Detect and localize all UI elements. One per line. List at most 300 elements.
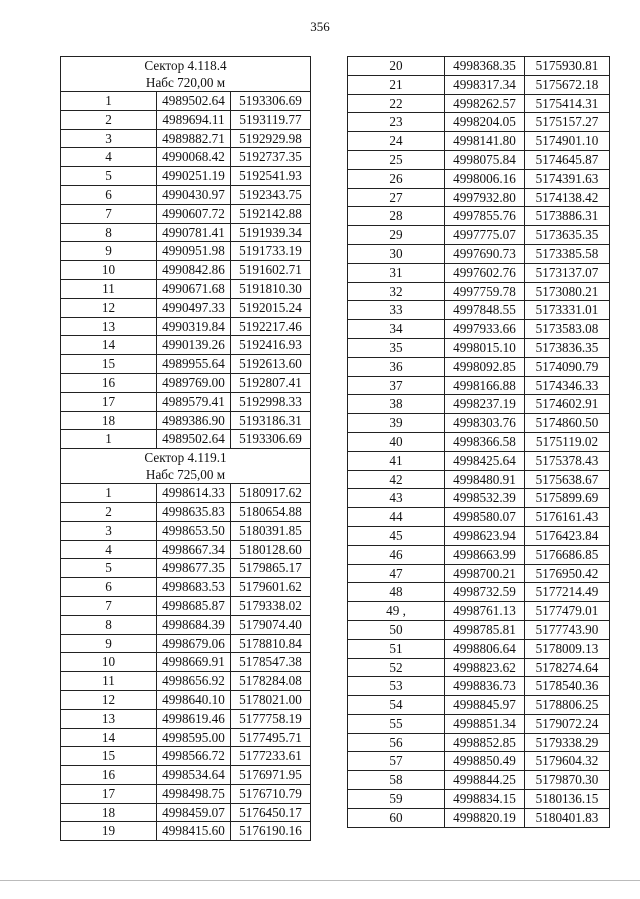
x-coordinate-cell: 4998640.10 xyxy=(157,690,231,709)
table-row xyxy=(61,484,311,503)
point-number-cell: 15 xyxy=(61,747,157,766)
x-coordinate-cell: 4990319.84 xyxy=(157,317,231,336)
y-coordinate-cell: 5173886.31 xyxy=(525,207,610,226)
y-coordinate-cell: 5178547.38 xyxy=(231,653,311,672)
table-row xyxy=(348,320,610,339)
x-coordinate-cell: 4989502.64 xyxy=(157,92,231,111)
x-coordinate-cell: 4998845.97 xyxy=(445,696,525,715)
point-number-cell: 11 xyxy=(61,279,157,298)
y-coordinate-cell: 5191733.19 xyxy=(231,242,311,261)
point-number-cell: 11 xyxy=(61,672,157,691)
point-number-cell: 19 xyxy=(61,822,157,841)
y-coordinate-cell: 5178810.84 xyxy=(231,634,311,653)
point-number-cell: 27 xyxy=(348,188,445,207)
table-row xyxy=(61,373,311,392)
x-coordinate-cell: 4998761.13 xyxy=(445,602,525,621)
table-row xyxy=(61,167,311,186)
table-row xyxy=(348,808,610,827)
point-number-cell: 20 xyxy=(348,57,445,76)
sector-height: Набс 720,00 м xyxy=(145,75,226,90)
y-coordinate-cell: 5176190.16 xyxy=(231,822,311,841)
table-row xyxy=(61,430,311,449)
table-row xyxy=(348,132,610,151)
table-row xyxy=(61,690,311,709)
point-number-cell: 13 xyxy=(61,709,157,728)
y-coordinate-cell: 5175119.02 xyxy=(525,432,610,451)
y-coordinate-cell: 5180917.62 xyxy=(231,484,311,503)
point-number-cell: 17 xyxy=(61,784,157,803)
y-coordinate-cell: 5173331.01 xyxy=(525,301,610,320)
y-coordinate-cell: 5176710.79 xyxy=(231,784,311,803)
y-coordinate-cell: 5174391.63 xyxy=(525,169,610,188)
point-number-cell: 38 xyxy=(348,395,445,414)
table-row xyxy=(61,317,311,336)
table-row xyxy=(348,338,610,357)
y-coordinate-cell: 5174602.91 xyxy=(525,395,610,414)
point-number-cell: 18 xyxy=(61,803,157,822)
y-coordinate-cell: 5179601.62 xyxy=(231,578,311,597)
point-number-cell: 13 xyxy=(61,317,157,336)
x-coordinate-cell: 4998204.05 xyxy=(445,113,525,132)
x-coordinate-cell: 4998166.88 xyxy=(445,376,525,395)
x-coordinate-cell: 4998683.53 xyxy=(157,578,231,597)
point-number-cell: 10 xyxy=(61,653,157,672)
point-number-cell: 17 xyxy=(61,392,157,411)
x-coordinate-cell: 4997759.78 xyxy=(445,282,525,301)
table-row xyxy=(348,301,610,320)
point-number-cell: 58 xyxy=(348,771,445,790)
x-coordinate-cell: 4998623.94 xyxy=(445,526,525,545)
x-coordinate-cell: 4997602.76 xyxy=(445,263,525,282)
table-row xyxy=(61,728,311,747)
x-coordinate-cell: 4998834.15 xyxy=(445,790,525,809)
point-number-cell: 26 xyxy=(348,169,445,188)
x-coordinate-cell: 4998262.57 xyxy=(445,94,525,113)
table-row xyxy=(348,508,610,527)
table-row xyxy=(61,411,311,430)
table-row xyxy=(61,822,311,841)
y-coordinate-cell: 5192613.60 xyxy=(231,355,311,374)
table-row xyxy=(61,185,311,204)
point-number-cell: 22 xyxy=(348,94,445,113)
point-number-cell: 12 xyxy=(61,690,157,709)
y-coordinate-cell: 5176450.17 xyxy=(231,803,311,822)
x-coordinate-cell: 4998785.81 xyxy=(445,620,525,639)
x-coordinate-cell: 4998015.10 xyxy=(445,338,525,357)
y-coordinate-cell: 5192807.41 xyxy=(231,373,311,392)
x-coordinate-cell: 4997932.80 xyxy=(445,188,525,207)
y-coordinate-cell: 5176686.85 xyxy=(525,545,610,564)
x-coordinate-cell: 4998534.64 xyxy=(157,766,231,785)
x-coordinate-cell: 4990068.42 xyxy=(157,148,231,167)
x-coordinate-cell: 4998595.00 xyxy=(157,728,231,747)
x-coordinate-cell: 4998237.19 xyxy=(445,395,525,414)
x-coordinate-cell: 4998425.64 xyxy=(445,451,525,470)
point-number-cell: 33 xyxy=(348,301,445,320)
table-row xyxy=(348,564,610,583)
table-row xyxy=(348,263,610,282)
point-number-cell: 6 xyxy=(61,578,157,597)
point-number-cell: 6 xyxy=(61,185,157,204)
table-row xyxy=(348,639,610,658)
table-row xyxy=(61,223,311,242)
y-coordinate-cell: 5174645.87 xyxy=(525,150,610,169)
point-number-cell: 24 xyxy=(348,132,445,151)
point-number-cell: 60 xyxy=(348,808,445,827)
table-row xyxy=(348,526,610,545)
x-coordinate-cell: 4998580.07 xyxy=(445,508,525,527)
table-row xyxy=(61,129,311,148)
x-coordinate-cell: 4990139.26 xyxy=(157,336,231,355)
y-coordinate-cell: 5178540.36 xyxy=(525,677,610,696)
x-coordinate-cell: 4990671.68 xyxy=(157,279,231,298)
y-coordinate-cell: 5193306.69 xyxy=(231,430,311,449)
table-row xyxy=(348,752,610,771)
y-coordinate-cell: 5177214.49 xyxy=(525,583,610,602)
y-coordinate-cell: 5178806.25 xyxy=(525,696,610,715)
point-number-cell: 12 xyxy=(61,298,157,317)
table-row xyxy=(348,75,610,94)
table-row xyxy=(61,747,311,766)
table-row xyxy=(348,733,610,752)
y-coordinate-cell: 5191602.71 xyxy=(231,261,311,280)
x-coordinate-cell: 4989502.64 xyxy=(157,430,231,449)
point-number-cell: 49 , xyxy=(348,602,445,621)
y-coordinate-cell: 5180391.85 xyxy=(231,521,311,540)
y-coordinate-cell: 5177758.19 xyxy=(231,709,311,728)
x-coordinate-cell: 4998836.73 xyxy=(445,677,525,696)
point-number-cell: 14 xyxy=(61,336,157,355)
y-coordinate-cell: 5192343.75 xyxy=(231,185,311,204)
table-row xyxy=(61,596,311,615)
y-coordinate-cell: 5175899.69 xyxy=(525,489,610,508)
table-row xyxy=(348,376,610,395)
point-number-cell: 1 xyxy=(61,430,157,449)
point-number-cell: 30 xyxy=(348,244,445,263)
y-coordinate-cell: 5174138.42 xyxy=(525,188,610,207)
table-row xyxy=(61,784,311,803)
sector-height: Набс 725,00 м xyxy=(145,467,226,483)
point-number-cell: 7 xyxy=(61,596,157,615)
x-coordinate-cell: 4989955.64 xyxy=(157,355,231,374)
x-coordinate-cell: 4998415.60 xyxy=(157,822,231,841)
y-coordinate-cell: 5179338.29 xyxy=(525,733,610,752)
x-coordinate-cell: 4998614.33 xyxy=(157,484,231,503)
y-coordinate-cell: 5176161.43 xyxy=(525,508,610,527)
point-number-cell: 48 xyxy=(348,583,445,602)
x-coordinate-cell: 4997775.07 xyxy=(445,226,525,245)
point-number-cell: 8 xyxy=(61,223,157,242)
x-coordinate-cell: 4998851.34 xyxy=(445,714,525,733)
point-number-cell: 35 xyxy=(348,338,445,357)
table-row xyxy=(348,244,610,263)
x-coordinate-cell: 4998669.91 xyxy=(157,653,231,672)
y-coordinate-cell: 5173137.07 xyxy=(525,263,610,282)
point-number-cell: 55 xyxy=(348,714,445,733)
x-coordinate-cell: 4998368.35 xyxy=(445,57,525,76)
table-row xyxy=(61,521,311,540)
point-number-cell: 2 xyxy=(61,110,157,129)
y-coordinate-cell: 5174860.50 xyxy=(525,414,610,433)
y-coordinate-cell: 5177495.71 xyxy=(231,728,311,747)
table-row xyxy=(61,709,311,728)
table-row xyxy=(348,94,610,113)
point-number-cell: 40 xyxy=(348,432,445,451)
point-number-cell: 52 xyxy=(348,658,445,677)
table-row xyxy=(348,470,610,489)
table-row xyxy=(61,92,311,111)
point-number-cell: 1 xyxy=(61,92,157,111)
table-row xyxy=(61,653,311,672)
point-number-cell: 25 xyxy=(348,150,445,169)
x-coordinate-cell: 4990951.98 xyxy=(157,242,231,261)
point-number-cell: 53 xyxy=(348,677,445,696)
table-row xyxy=(348,188,610,207)
y-coordinate-cell: 5192416.93 xyxy=(231,336,311,355)
point-number-cell: 42 xyxy=(348,470,445,489)
point-number-cell: 56 xyxy=(348,733,445,752)
x-coordinate-cell: 4998635.83 xyxy=(157,502,231,521)
y-coordinate-cell: 5175638.67 xyxy=(525,470,610,489)
y-coordinate-cell: 5177743.90 xyxy=(525,620,610,639)
x-coordinate-cell: 4998850.49 xyxy=(445,752,525,771)
sector-title: Сектор 4.118.4 xyxy=(144,58,227,73)
y-coordinate-cell: 5175378.43 xyxy=(525,451,610,470)
y-coordinate-cell: 5191810.30 xyxy=(231,279,311,298)
point-number-cell: 18 xyxy=(61,411,157,430)
x-coordinate-cell: 4998566.72 xyxy=(157,747,231,766)
table-row xyxy=(61,261,311,280)
x-coordinate-cell: 4998459.07 xyxy=(157,803,231,822)
point-number-cell: 14 xyxy=(61,728,157,747)
x-coordinate-cell: 4990842.86 xyxy=(157,261,231,280)
point-number-cell: 5 xyxy=(61,559,157,578)
table-row xyxy=(61,110,311,129)
table-row xyxy=(61,559,311,578)
y-coordinate-cell: 5192737.35 xyxy=(231,148,311,167)
point-number-cell: 16 xyxy=(61,373,157,392)
point-number-cell: 16 xyxy=(61,766,157,785)
y-coordinate-cell: 5179338.02 xyxy=(231,596,311,615)
y-coordinate-cell: 5179072.24 xyxy=(525,714,610,733)
x-coordinate-cell: 4997848.55 xyxy=(445,301,525,320)
point-number-cell: 37 xyxy=(348,376,445,395)
point-number-cell: 2 xyxy=(61,502,157,521)
table-row xyxy=(348,545,610,564)
x-coordinate-cell: 4998685.87 xyxy=(157,596,231,615)
table-row xyxy=(61,634,311,653)
table-row xyxy=(61,355,311,374)
table-row xyxy=(61,578,311,597)
y-coordinate-cell: 5180401.83 xyxy=(525,808,610,827)
y-coordinate-cell: 5192929.98 xyxy=(231,129,311,148)
x-coordinate-cell: 4998498.75 xyxy=(157,784,231,803)
table-row xyxy=(348,658,610,677)
x-coordinate-cell: 4998806.64 xyxy=(445,639,525,658)
point-number-cell: 43 xyxy=(348,489,445,508)
table-row xyxy=(61,148,311,167)
y-coordinate-cell: 5178009.13 xyxy=(525,639,610,658)
point-number-cell: 9 xyxy=(61,242,157,261)
x-coordinate-cell: 4998852.85 xyxy=(445,733,525,752)
point-number-cell: 31 xyxy=(348,263,445,282)
y-coordinate-cell: 5192142.88 xyxy=(231,204,311,223)
y-coordinate-cell: 5176423.84 xyxy=(525,526,610,545)
x-coordinate-cell: 4998653.50 xyxy=(157,521,231,540)
y-coordinate-cell: 5180136.15 xyxy=(525,790,610,809)
point-number-cell: 1 xyxy=(61,484,157,503)
point-number-cell: 8 xyxy=(61,615,157,634)
y-coordinate-cell: 5175157.27 xyxy=(525,113,610,132)
x-coordinate-cell: 4989882.71 xyxy=(157,129,231,148)
point-number-cell: 4 xyxy=(61,148,157,167)
y-coordinate-cell: 5192998.33 xyxy=(231,392,311,411)
x-coordinate-cell: 4998684.39 xyxy=(157,615,231,634)
y-coordinate-cell: 5178021.00 xyxy=(231,690,311,709)
table-row xyxy=(61,279,311,298)
table-row xyxy=(348,771,610,790)
sector-header-cell xyxy=(61,57,311,92)
point-number-cell: 34 xyxy=(348,320,445,339)
point-number-cell: 5 xyxy=(61,167,157,186)
table-row xyxy=(348,620,610,639)
table-row xyxy=(61,298,311,317)
y-coordinate-cell: 5193119.77 xyxy=(231,110,311,129)
point-number-cell: 7 xyxy=(61,204,157,223)
y-coordinate-cell: 5192015.24 xyxy=(231,298,311,317)
point-number-cell: 41 xyxy=(348,451,445,470)
point-number-cell: 47 xyxy=(348,564,445,583)
point-number-cell: 4 xyxy=(61,540,157,559)
table-row xyxy=(348,57,610,76)
point-number-cell: 32 xyxy=(348,282,445,301)
x-coordinate-cell: 4998677.35 xyxy=(157,559,231,578)
y-coordinate-cell: 5173583.08 xyxy=(525,320,610,339)
y-coordinate-cell: 5179074.40 xyxy=(231,615,311,634)
x-coordinate-cell: 4990251.19 xyxy=(157,167,231,186)
x-coordinate-cell: 4998732.59 xyxy=(445,583,525,602)
x-coordinate-cell: 4998700.21 xyxy=(445,564,525,583)
table-row xyxy=(61,766,311,785)
x-coordinate-cell: 4998667.34 xyxy=(157,540,231,559)
y-coordinate-cell: 5191939.34 xyxy=(231,223,311,242)
table-row xyxy=(61,392,311,411)
table-row xyxy=(61,336,311,355)
point-number-cell: 15 xyxy=(61,355,157,374)
y-coordinate-cell: 5179870.30 xyxy=(525,771,610,790)
table-row xyxy=(61,615,311,634)
y-coordinate-cell: 5177479.01 xyxy=(525,602,610,621)
page-bottom-edge xyxy=(0,880,640,881)
y-coordinate-cell: 5179604.32 xyxy=(525,752,610,771)
table-row xyxy=(61,672,311,691)
point-number-cell: 46 xyxy=(348,545,445,564)
y-coordinate-cell: 5176950.42 xyxy=(525,564,610,583)
y-coordinate-cell: 5173836.35 xyxy=(525,338,610,357)
y-coordinate-cell: 5175672.18 xyxy=(525,75,610,94)
point-number-cell: 39 xyxy=(348,414,445,433)
x-coordinate-cell: 4998532.39 xyxy=(445,489,525,508)
y-coordinate-cell: 5173385.58 xyxy=(525,244,610,263)
table-row xyxy=(348,489,610,508)
point-number-cell: 36 xyxy=(348,357,445,376)
table-row xyxy=(348,150,610,169)
x-coordinate-cell: 4990607.72 xyxy=(157,204,231,223)
y-coordinate-cell: 5193306.69 xyxy=(231,92,311,111)
table-row xyxy=(348,207,610,226)
table-row xyxy=(348,395,610,414)
table-row xyxy=(61,502,311,521)
point-number-cell: 45 xyxy=(348,526,445,545)
sector-header-row xyxy=(61,449,311,484)
point-number-cell: 59 xyxy=(348,790,445,809)
x-coordinate-cell: 4998141.80 xyxy=(445,132,525,151)
x-coordinate-cell: 4998303.76 xyxy=(445,414,525,433)
x-coordinate-cell: 4998619.46 xyxy=(157,709,231,728)
right-coordinate-table xyxy=(347,56,610,828)
y-coordinate-cell: 5177233.61 xyxy=(231,747,311,766)
x-coordinate-cell: 4997855.76 xyxy=(445,207,525,226)
y-coordinate-cell: 5176971.95 xyxy=(231,766,311,785)
x-coordinate-cell: 4998679.06 xyxy=(157,634,231,653)
x-coordinate-cell: 4998092.85 xyxy=(445,357,525,376)
table-row xyxy=(348,583,610,602)
y-coordinate-cell: 5174090.79 xyxy=(525,357,610,376)
point-number-cell: 9 xyxy=(61,634,157,653)
page-number: 356 xyxy=(310,19,330,34)
y-coordinate-cell: 5178274.64 xyxy=(525,658,610,677)
x-coordinate-cell: 4989694.11 xyxy=(157,110,231,129)
table-row xyxy=(348,696,610,715)
table-row xyxy=(348,451,610,470)
table-row xyxy=(348,790,610,809)
y-coordinate-cell: 5178284.08 xyxy=(231,672,311,691)
x-coordinate-cell: 4998844.25 xyxy=(445,771,525,790)
point-number-cell: 23 xyxy=(348,113,445,132)
table-row xyxy=(348,113,610,132)
sector-header-cell xyxy=(61,449,311,484)
x-coordinate-cell: 4997933.66 xyxy=(445,320,525,339)
x-coordinate-cell: 4989769.00 xyxy=(157,373,231,392)
x-coordinate-cell: 4998480.91 xyxy=(445,470,525,489)
point-number-cell: 10 xyxy=(61,261,157,280)
x-coordinate-cell: 4997690.73 xyxy=(445,244,525,263)
table-row xyxy=(348,357,610,376)
x-coordinate-cell: 4990781.41 xyxy=(157,223,231,242)
table-row xyxy=(348,602,610,621)
point-number-cell: 29 xyxy=(348,226,445,245)
y-coordinate-cell: 5193186.31 xyxy=(231,411,311,430)
x-coordinate-cell: 4998317.34 xyxy=(445,75,525,94)
left-coordinate-table xyxy=(60,56,311,841)
table-row xyxy=(348,282,610,301)
x-coordinate-cell: 4998656.92 xyxy=(157,672,231,691)
table-row xyxy=(348,414,610,433)
x-coordinate-cell: 4989386.90 xyxy=(157,411,231,430)
y-coordinate-cell: 5192541.93 xyxy=(231,167,311,186)
table-row xyxy=(348,169,610,188)
y-coordinate-cell: 5180654.88 xyxy=(231,502,311,521)
point-number-cell: 28 xyxy=(348,207,445,226)
table-row xyxy=(348,677,610,696)
x-coordinate-cell: 4998366.58 xyxy=(445,432,525,451)
y-coordinate-cell: 5175930.81 xyxy=(525,57,610,76)
table-row xyxy=(61,540,311,559)
point-number-cell: 44 xyxy=(348,508,445,527)
x-coordinate-cell: 4998006.16 xyxy=(445,169,525,188)
y-coordinate-cell: 5175414.31 xyxy=(525,94,610,113)
y-coordinate-cell: 5174346.33 xyxy=(525,376,610,395)
